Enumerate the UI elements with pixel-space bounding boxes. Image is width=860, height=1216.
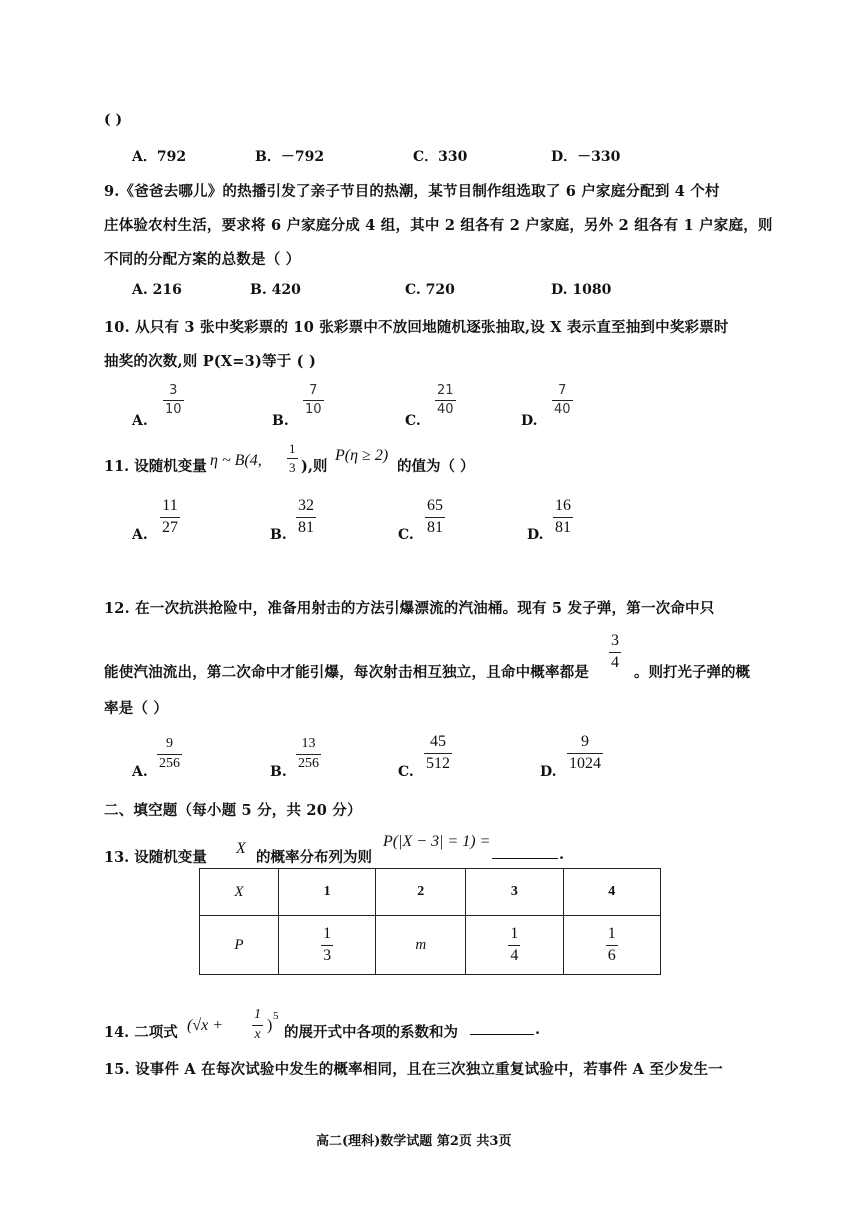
table-row (200, 916, 661, 975)
q10-label-b: B. (272, 413, 289, 429)
numerator: 65 (427, 497, 443, 514)
q14-binomial-open: (√x + (187, 1017, 224, 1034)
denominator: 256 (298, 756, 319, 771)
q11-fraction-b (296, 498, 316, 536)
q12-label-d: D. (540, 764, 557, 780)
q14-prefix: 14. 二项式 (104, 1024, 178, 1041)
numerator: 3 (169, 383, 178, 398)
q11-suffix: 的值为（ ） (397, 458, 475, 475)
q14-answer-blank[interactable] (470, 1034, 534, 1035)
q10-line-1: 10. 从只有 3 张中奖彩票的 10 张彩票中不放回地随机逐张抽取,设 X 表示直至抽到中奖彩票时 (104, 319, 729, 336)
numerator: 16 (555, 497, 571, 514)
q9-line-2: 庄体验农村生活，要求将 6 户家庭分成 4 组，其中 2 组各有 2 户家庭，另外 2 组各有 1 户家庭，则 (104, 217, 773, 234)
q12-line-3: 率是（ ） (104, 700, 169, 717)
denominator: 3 (289, 460, 296, 475)
q8-option-c: C．330 (413, 149, 468, 165)
q9-line-3: 不同的分配方案的总数是（ ） (104, 251, 301, 268)
q11-label-c: C. (398, 527, 414, 543)
table-cell: m (376, 916, 466, 975)
denominator: 256 (159, 756, 180, 771)
header-cell: 1 (279, 869, 376, 916)
row-label-p: P (200, 916, 279, 975)
q10-fraction-a (163, 384, 184, 416)
table-row (200, 869, 661, 916)
q10-label-c: C. (405, 413, 421, 429)
denominator: 27 (162, 519, 178, 536)
header-cell: 4 (563, 869, 660, 916)
q10-fraction-c (435, 384, 456, 416)
denominator: 81 (298, 519, 314, 536)
q14-suffix: 的展开式中各项的系数和为 (284, 1024, 458, 1041)
q9-option-d: D. 1080 (551, 282, 612, 298)
denominator: 512 (426, 755, 450, 772)
numerator: 1 (510, 925, 519, 942)
q12-label-a: A. (132, 764, 148, 780)
numerator: 11 (162, 497, 178, 514)
numerator: 1 (323, 925, 332, 942)
q11-fraction-d (553, 498, 573, 536)
page-footer: 高二(理科)数学试题 第2页 共3页 (316, 1134, 512, 1149)
denominator: 81 (427, 519, 443, 536)
q9-option-b: B. 420 (250, 282, 301, 298)
numerator: 13 (301, 736, 316, 751)
denominator: x (254, 1027, 261, 1042)
q13-prefix: 13. 设随机变量 (104, 849, 207, 866)
q14-end: . (535, 1021, 541, 1038)
q12-line-2b: 。则打光子弹的概 (634, 664, 750, 681)
distribution-table (199, 868, 661, 975)
q12-label-b: B. (270, 764, 287, 780)
cell-fraction (508, 926, 520, 964)
q11-fraction-a (160, 498, 180, 536)
q10-fraction-d (552, 384, 573, 416)
q8-option-b: B．－792 (255, 149, 325, 165)
q15-line-1: 15. 设事件 A 在每次试验中发生的概率相同，且在三次独立重复试验中，若事件 A 至少发生一 (104, 1061, 723, 1078)
numerator: 7 (558, 383, 567, 398)
q10-fraction-b (303, 384, 324, 416)
q10-line-2: 抽奖的次数,则 P(X=3)等于 ( ) (104, 353, 317, 370)
header-cell: 2 (376, 869, 466, 916)
numerator: 7 (309, 383, 318, 398)
header-cell: 3 (466, 869, 563, 916)
q9-option-a: A. 216 (132, 282, 182, 298)
table-cell (279, 916, 376, 975)
q11-prefix: 11. 设随机变量 (104, 458, 207, 475)
denominator: 1024 (569, 755, 601, 772)
q12-label-c: C. (398, 764, 414, 780)
numerator: 9 (581, 733, 589, 750)
answer-paren: ( ) (104, 112, 123, 128)
q11-distribution: η ~ B(4, (210, 452, 262, 469)
denominator: 40 (554, 402, 571, 417)
q12-line-2a: 能使汽油流出，第二次命中才能引爆，每次射击相互独立，且命中概率都是 (104, 664, 590, 681)
q11-fraction-c (425, 498, 445, 536)
q14-exponent: 5 (273, 1010, 279, 1022)
header-cell-x: X (200, 869, 279, 916)
cell-fraction (606, 926, 618, 964)
q13-expression: P(|X − 3| = 1) = (383, 833, 491, 850)
q11-probability-expr: P(η ≥ 2) (335, 447, 389, 464)
q13-variable: X (236, 840, 246, 857)
q13-end: . (559, 846, 565, 863)
denominator: 10 (165, 402, 182, 417)
numerator: 21 (437, 383, 454, 398)
q12-fraction-b (296, 737, 321, 771)
q11-label-d: D. (527, 527, 544, 543)
cell-fraction (321, 926, 333, 964)
q13-mid: 的概率分布列为则 (256, 849, 372, 866)
q11-close: ),则 (301, 458, 328, 475)
q14-fraction (252, 1008, 263, 1042)
q9-option-c: C. 720 (405, 282, 455, 298)
q10-label-d: D. (521, 413, 538, 429)
numerator: 3 (611, 632, 619, 649)
q11-param-fraction (287, 442, 298, 474)
q11-label-b: B. (270, 527, 287, 543)
section-title: 二、填空题（每小题 5 分，共 20 分） (104, 802, 362, 819)
q13-answer-blank[interactable] (492, 858, 558, 859)
q8-option-d: D．－330 (551, 149, 621, 165)
q11-label-a: A. (132, 527, 148, 543)
q12-fraction-d (567, 734, 603, 772)
table-cell (466, 916, 563, 975)
numerator: 1 (254, 1007, 261, 1022)
denominator: 6 (607, 947, 616, 964)
numerator: 32 (298, 497, 314, 514)
q9-line-1: 9.《爸爸去哪儿》的热播引发了亲子节目的热潮，某节目制作组选取了 6 户家庭分配到 4 个村 (104, 183, 720, 200)
q12-line-1: 12. 在一次抗洪抢险中，准备用射击的方法引爆漂流的汽油桶。现有 5 发子弹，第一次命中只 (104, 600, 715, 617)
numerator: 45 (430, 733, 446, 750)
denominator: 10 (305, 402, 322, 417)
table-cell (563, 916, 660, 975)
q12-fraction-a (157, 737, 182, 771)
numerator: 1 (607, 925, 616, 942)
numerator: 1 (289, 441, 296, 456)
q12-probability-fraction (609, 633, 621, 671)
denominator: 4 (510, 947, 519, 964)
q8-option-a: A．792 (132, 149, 187, 165)
denominator: 4 (611, 654, 619, 671)
denominator: 81 (555, 519, 571, 536)
denominator: 40 (437, 402, 454, 417)
denominator: 3 (323, 947, 332, 964)
numerator: 9 (166, 736, 173, 751)
q10-label-a: A. (132, 413, 148, 429)
q14-binomial-close: ) (267, 1017, 273, 1034)
q12-fraction-c (424, 734, 452, 772)
